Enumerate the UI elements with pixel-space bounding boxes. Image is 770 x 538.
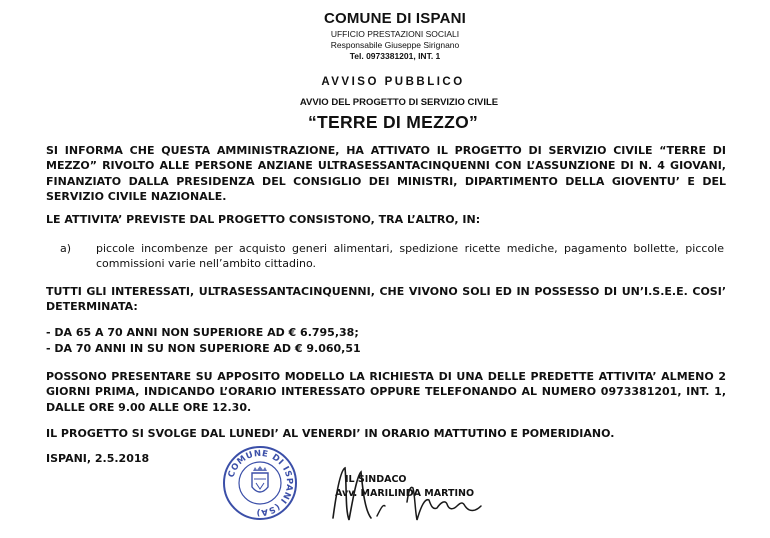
ufficio-label: UFFICIO PRESTAZIONI SOCIALI	[330, 29, 460, 39]
signatory-name: Avv. MARILINDA MARTINO	[335, 488, 475, 499]
seal-text: COMUNE DI ISPANI (SA)	[226, 448, 295, 518]
paragraph-activities: LE ATTIVITA’ PREVISTE DAL PROGETTO CONSISTONO, TRA L’ALTRO, IN:	[46, 213, 481, 226]
avvio-subtitle: AVVIO DEL PROGETTO DI SERVIZIO CIVILE	[299, 97, 499, 108]
avviso-title: AVVISO PUBBLICO	[321, 76, 465, 88]
isee-threshold-2: - DA 70 ANNI IN SU NON SUPERIORE AD € 9.060,51	[46, 342, 361, 355]
paragraph-request: POSSONO PRESENTARE SU APPOSITO MODELLO LA RICHIESTA DI UNA DELLE PREDETTE ATTIVITA’ ALMENO 2 GIORNI PRIMA, INDICANDO L’ORARIO INTERESSATO OPPURE TELEFONANDO AL NUMERO 0973381201, INT. 1, DALLE ORE 9.00 ALLE ORE 12.30.	[46, 370, 726, 414]
signatory-role: IL SINDACO	[345, 474, 407, 485]
handwritten-signature-icon	[325, 458, 500, 528]
list-item: piccole incombenze per acquisto generi alimentari, spedizione ricette mediche, pagamento bollette, piccole commissioni varie nell’ambito cittadino.	[96, 242, 724, 271]
paragraph-schedule: IL PROGETTO SI SVOLGE DAL LUNEDI’ AL VENERDI’ IN ORARIO MATTUTINO E POMERIDIANO.	[46, 427, 615, 440]
place-date: ISPANI, 2.5.2018	[46, 452, 150, 465]
isee-threshold-1: - DA 65 A 70 ANNI NON SUPERIORE AD € 6.795,38;	[46, 326, 359, 339]
list-item-marker: a)	[60, 242, 72, 255]
paragraph-intro: SI INFORMA CHE QUESTA AMMINISTRAZIONE, HA ATTIVATO IL PROGETTO DI SERVIZIO CIVILE “TERRE DI MEZZO” RIVOLTO ALLE PERSONE ANZIANE ULTRASESSANTACINQUENNI CON L’ASSUNZIONE DI N. 4 GIOVANI, FINANZIATO DALLA PRESIDENZA DEL CONSIGLIO DEI MINISTRI, DIPARTIMENTO DELLA GIOVENTU’ E DEL SERVIZIO CIVILE NAZIONALE.	[46, 144, 726, 203]
svg-text:COMUNE DI ISPANI (SA)	[227, 449, 295, 517]
ente-title: COMUNE DI ISPANI	[323, 10, 467, 27]
paragraph-eligibility: TUTTI GLI INTERESSATI, ULTRASESSANTACINQUENNI, CHE VIVONO SOLI ED IN POSSESSO DI UN’I.S.E.E. COSI’ DETERMINATA:	[46, 285, 726, 314]
telefono-label: Tel. 0973381201, INT. 1	[349, 51, 441, 61]
responsabile-label: Responsabile Giuseppe Sirignano	[330, 40, 460, 50]
project-title: “TERRE DI MEZZO”	[307, 112, 479, 132]
municipal-seal-icon	[222, 445, 298, 521]
